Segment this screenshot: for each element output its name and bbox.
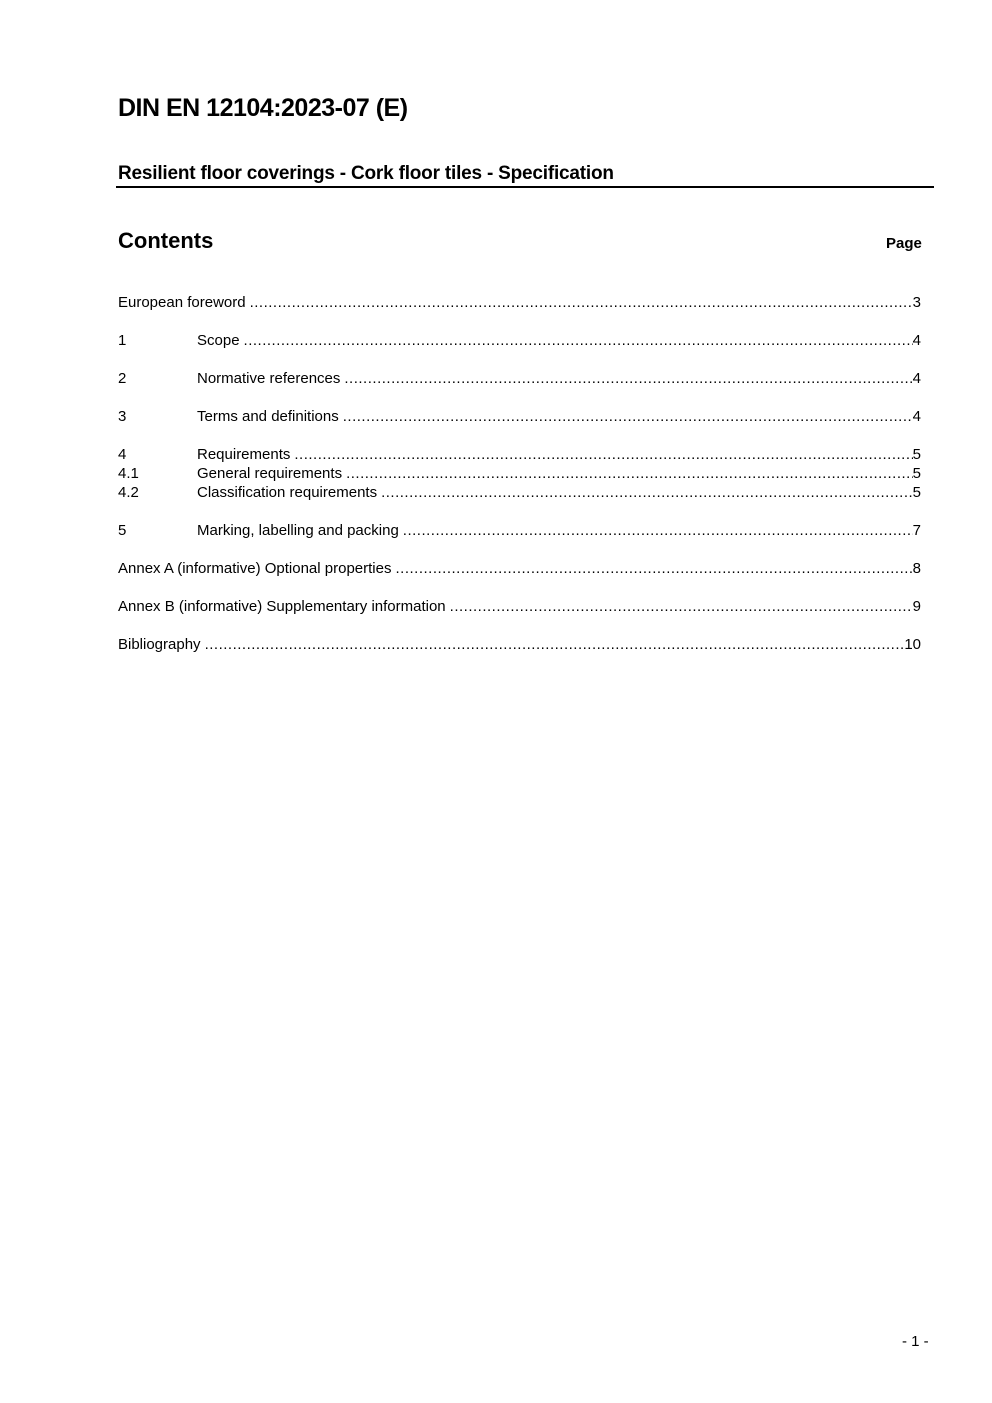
toc-entry-page: 5 [912, 446, 921, 463]
toc-entry[interactable] [118, 559, 921, 578]
toc-entry-title: Annex A (informative) Optional properties [118, 560, 392, 577]
toc-entry-page: 3 [912, 294, 921, 311]
toc-entry[interactable] [118, 293, 921, 312]
toc-entry-title: General requirements [197, 465, 343, 482]
toc-dot-leader [381, 483, 913, 502]
toc-entry[interactable] [118, 483, 921, 502]
toc-entry-number: 1 [118, 332, 127, 349]
toc-entry-page: 4 [912, 408, 921, 425]
toc-entry-title: Bibliography [118, 636, 201, 653]
toc-entry-number: 2 [118, 370, 127, 387]
toc-entry-number: 5 [118, 522, 127, 539]
toc-entry-title: Classification requirements [197, 484, 378, 501]
toc-entry-page: 7 [912, 522, 921, 539]
toc-dot-leader [450, 597, 913, 616]
page-number: - 1 - [902, 1333, 929, 1350]
toc-entry-page: 10 [904, 636, 921, 653]
title-rule [116, 186, 934, 188]
document-id: DIN EN 12104:2023-07 (E) [118, 94, 408, 122]
toc-dot-leader [244, 331, 913, 350]
toc-dot-leader [346, 464, 913, 483]
toc-entry-page: 4 [912, 370, 921, 387]
toc-entry[interactable] [118, 445, 921, 464]
toc-entry-page: 4 [912, 332, 921, 349]
toc-entry-title: Scope [197, 332, 240, 349]
contents-heading: Contents [118, 228, 214, 253]
toc-entry-number: 4.2 [118, 484, 139, 501]
toc-entry-title: Marking, labelling and packing [197, 522, 399, 539]
toc-entry-page: 5 [912, 484, 921, 501]
toc-entry-title: Annex B (informative) Supplementary information [118, 598, 446, 615]
toc-entry[interactable] [118, 635, 921, 654]
toc-entry-page: 5 [912, 465, 921, 482]
toc-entry[interactable] [118, 597, 921, 616]
toc-dot-leader [403, 521, 913, 540]
toc-entry[interactable] [118, 464, 921, 483]
toc-entry-title: Normative references [197, 370, 341, 387]
toc-entry[interactable] [118, 521, 921, 540]
document-subtitle: Resilient floor coverings - Cork floor tiles - Specification [118, 163, 614, 184]
toc-entry-page: 9 [912, 598, 921, 615]
toc-entry-title: Requirements [197, 446, 291, 463]
toc-entry[interactable] [118, 407, 921, 426]
toc-entry-page: 8 [912, 560, 921, 577]
toc-dot-leader [205, 635, 905, 654]
toc-dot-leader [294, 445, 912, 464]
toc-entry[interactable] [118, 331, 921, 350]
toc-entry[interactable] [118, 369, 921, 388]
toc-entry-number: 4 [118, 446, 127, 463]
toc-entry-number: 3 [118, 408, 127, 425]
table-of-contents [118, 293, 921, 654]
toc-dot-leader [344, 369, 912, 388]
toc-entry-number: 4.1 [118, 465, 139, 482]
toc-entry-title: Terms and definitions [197, 408, 339, 425]
toc-dot-leader [250, 293, 913, 312]
page-column-label: Page [886, 235, 922, 252]
toc-entry-title: European foreword [118, 294, 246, 311]
toc-dot-leader [395, 559, 912, 578]
toc-dot-leader [343, 407, 913, 426]
